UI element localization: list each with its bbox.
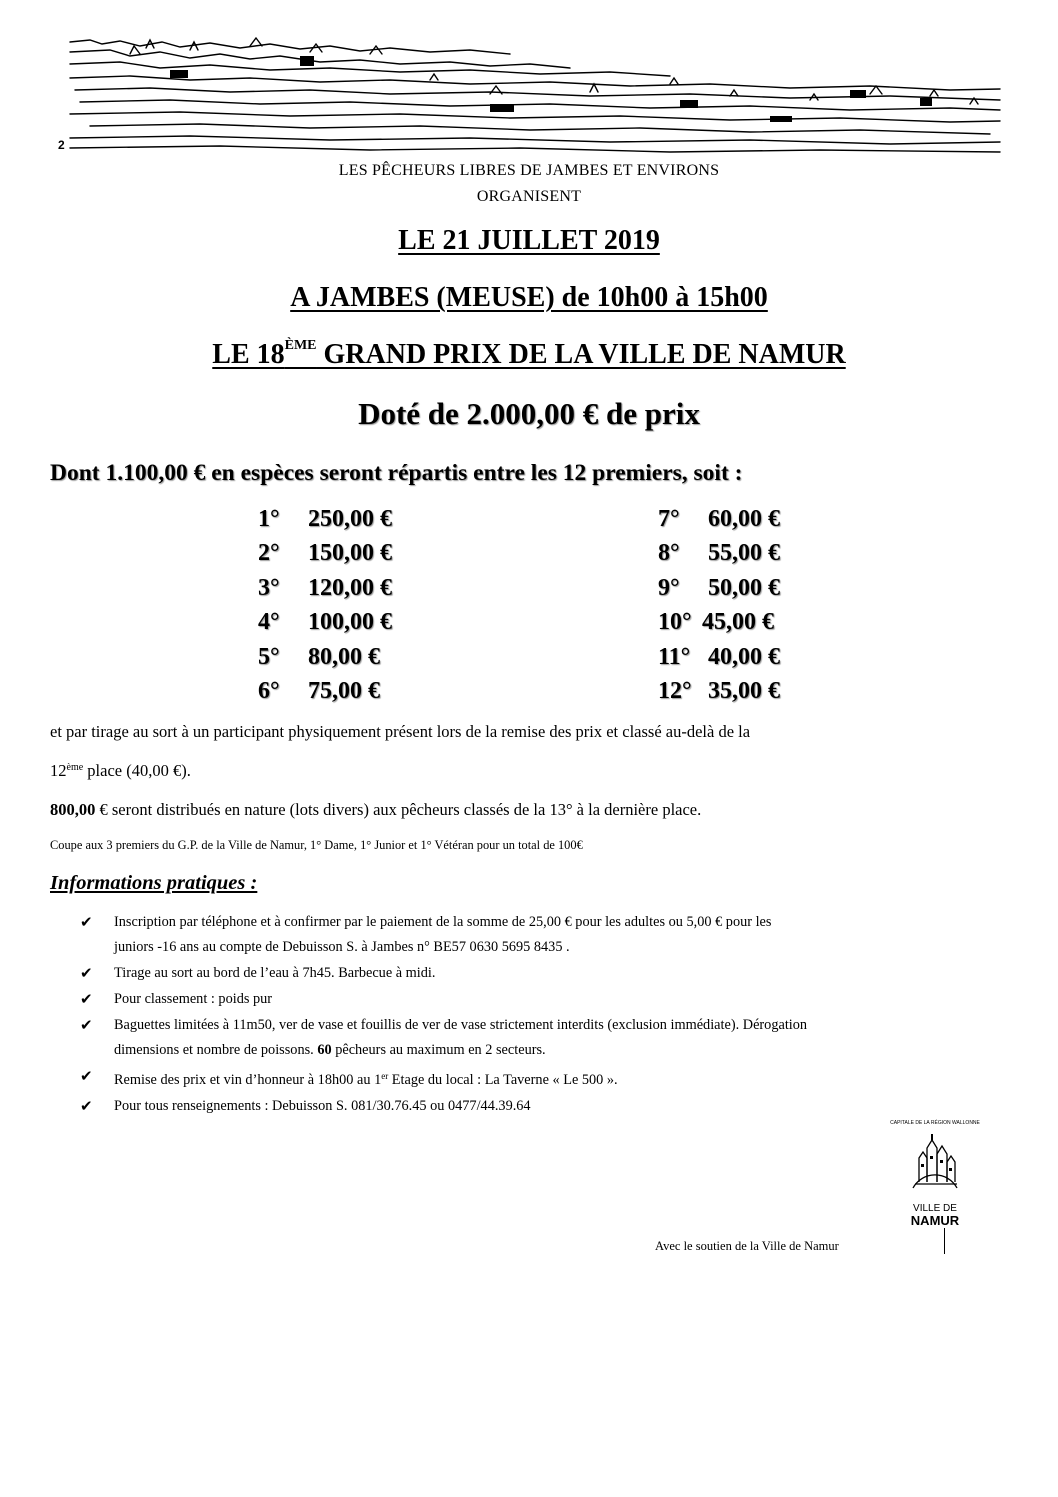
prize-amount: 35,00 € bbox=[708, 677, 780, 704]
divider bbox=[944, 1228, 945, 1254]
grand-prix-ordinal: ÈME bbox=[284, 338, 317, 353]
list-item bbox=[80, 1094, 1020, 1119]
prize-amount: 50,00 € bbox=[708, 574, 780, 601]
list-item bbox=[80, 910, 1020, 959]
prize-rank: 6° bbox=[258, 677, 280, 704]
info-text: Pour tous renseignements : Debuisson S. 081/30.76.45 ou 0477/44.39.64 bbox=[114, 1097, 531, 1114]
prize-rank: 4° bbox=[258, 609, 280, 636]
prize-row: 10° 45,00 € bbox=[658, 609, 774, 636]
prize-list-right bbox=[658, 502, 780, 708]
prize-rank: 7° bbox=[658, 506, 680, 532]
prize-amount: 40,00 € bbox=[708, 643, 780, 670]
prize-row bbox=[658, 536, 780, 570]
info-text-part: Etage du local : La Taverne « Le 500 ». bbox=[388, 1071, 618, 1088]
logo-text-top: VILLE DE bbox=[913, 1203, 957, 1214]
cash-prize-intro: Dont 1.100,00 € en espèces seront répartis entre les 12 premiers, soit : bbox=[50, 460, 743, 486]
prize-row bbox=[258, 502, 392, 536]
prize-row bbox=[258, 640, 392, 674]
prize-amount: 120,00 € bbox=[308, 574, 392, 601]
info-text-ordinal: er bbox=[381, 1070, 389, 1081]
organizer-name: LES PÊCHEURS LIBRES DE JAMBES ET ENVIRONS bbox=[338, 162, 720, 179]
info-text-bold: 60 bbox=[317, 1041, 332, 1058]
prize-row bbox=[258, 674, 392, 708]
prize-rank: 8° bbox=[658, 540, 680, 567]
prize-list-left bbox=[258, 502, 392, 708]
draw-text-line2 bbox=[50, 761, 191, 781]
check-icon: ✔ bbox=[80, 913, 93, 931]
check-icon: ✔ bbox=[80, 1016, 93, 1035]
prize-row bbox=[658, 674, 780, 708]
cup-text: Coupe aux 3 premiers du G.P. de la Ville de Namur, 1° Dame, 1° Junior et 1° Vétéran pour un total de 100€ bbox=[50, 838, 583, 852]
prize-amount: 150,00 € bbox=[308, 540, 392, 567]
info-text bbox=[114, 1064, 1020, 1093]
info-text: juniors -16 ans au compte de Debuisson S. à Jambes n° BE57 0630 5695 8435 . bbox=[114, 938, 570, 955]
header-landscape-sketch bbox=[70, 34, 1000, 154]
nature-prizes-text bbox=[50, 800, 701, 820]
organise-line: ORGANISENT bbox=[476, 188, 582, 205]
info-text-part: pêcheurs au maximum en 2 secteurs. bbox=[331, 1041, 546, 1058]
prize-amount: 250,00 € bbox=[308, 506, 392, 532]
prize-rank: 3° bbox=[258, 574, 280, 601]
draw-place-ordinal: ème bbox=[66, 762, 84, 773]
list-item bbox=[80, 987, 1020, 1012]
prize-rank: 12° bbox=[658, 677, 692, 704]
draw-place-number: 12 bbox=[50, 761, 67, 780]
info-text: Baguettes limitées à 11m50, ver de vase et fouillis de ver de vase strictement interdits (exclusion immédiate). Dérogation bbox=[114, 1017, 808, 1034]
total-prize: Doté de 2.000,00 € de prix bbox=[358, 396, 700, 431]
draw-place-rest: place (40,00 €). bbox=[83, 761, 191, 780]
check-icon: ✔ bbox=[80, 989, 93, 1008]
nature-prizes-rest: € seront distribués en nature (lots divers) aux pêcheurs classés de la 13° à la dernière place. bbox=[95, 800, 702, 819]
logo-ring-text: CAPITALE DE LA RÉGION WALLONNE bbox=[890, 1120, 980, 1126]
prize-row bbox=[258, 605, 392, 639]
prize-rank: 2° bbox=[258, 540, 280, 567]
prize-amount: 60,00 € bbox=[708, 506, 780, 532]
prize-row bbox=[658, 571, 780, 605]
namur-city-logo bbox=[890, 1118, 980, 1236]
prize-amount: 100,00 € bbox=[308, 609, 392, 636]
practical-info-list bbox=[80, 910, 1020, 1120]
prize-amount: 55,00 € bbox=[708, 540, 780, 567]
check-icon: ✔ bbox=[80, 1066, 93, 1085]
list-item bbox=[80, 1013, 1020, 1062]
prize-amount: 80,00 € bbox=[308, 643, 380, 670]
check-icon: ✔ bbox=[80, 1096, 93, 1115]
grand-prix-prefix: LE 18 bbox=[212, 339, 285, 370]
info-text-part: Remise des prix et vin d’honneur à 18h00 au 1 bbox=[114, 1071, 382, 1088]
grand-prix-title bbox=[212, 339, 845, 370]
prize-amount: 75,00 € bbox=[308, 677, 380, 704]
grand-prix-suffix: GRAND PRIX DE LA VILLE DE NAMUR bbox=[316, 339, 846, 370]
support-text: Avec le soutien de la Ville de Namur bbox=[655, 1239, 839, 1253]
prize-row bbox=[258, 571, 392, 605]
check-icon: ✔ bbox=[80, 963, 93, 982]
prize-rank: 11° bbox=[658, 643, 691, 670]
info-text-part: dimensions et nombre de poissons. bbox=[114, 1041, 318, 1058]
info-text: Pour classement : poids pur bbox=[114, 990, 273, 1007]
info-text: Tirage au sort au bord de l’eau à 7h45. Barbecue à midi. bbox=[114, 964, 436, 981]
prize-row bbox=[658, 640, 780, 674]
practical-info-heading: Informations pratiques : bbox=[50, 872, 258, 894]
list-item bbox=[80, 1064, 1020, 1093]
event-date: LE 21 JUILLET 2019 bbox=[398, 225, 660, 256]
prize-rank: 5° bbox=[258, 643, 280, 670]
info-text bbox=[114, 1038, 1020, 1063]
list-item bbox=[80, 961, 1020, 986]
prize-row bbox=[658, 502, 780, 536]
prize-amount: 45,00 € bbox=[702, 609, 774, 636]
prize-row bbox=[258, 536, 392, 570]
info-text: Inscription par téléphone et à confirmer par le paiement de la somme de 25,00 € pour les adultes ou 5,00 € pour les bbox=[114, 914, 772, 930]
prize-rank: 1° bbox=[258, 506, 280, 532]
nature-prizes-amount: 800,00 bbox=[50, 800, 96, 819]
logo-text-bottom: NAMUR bbox=[910, 1213, 960, 1228]
event-place: A JAMBES (MEUSE) de 10h00 à 15h00 bbox=[290, 282, 768, 313]
draw-text-line1: et par tirage au sort à un participant physiquement présent lors de la remise des prix et classé au-delà de la bbox=[50, 722, 751, 741]
prize-rank: 9° bbox=[658, 574, 680, 601]
page-number: 2 bbox=[58, 138, 65, 152]
